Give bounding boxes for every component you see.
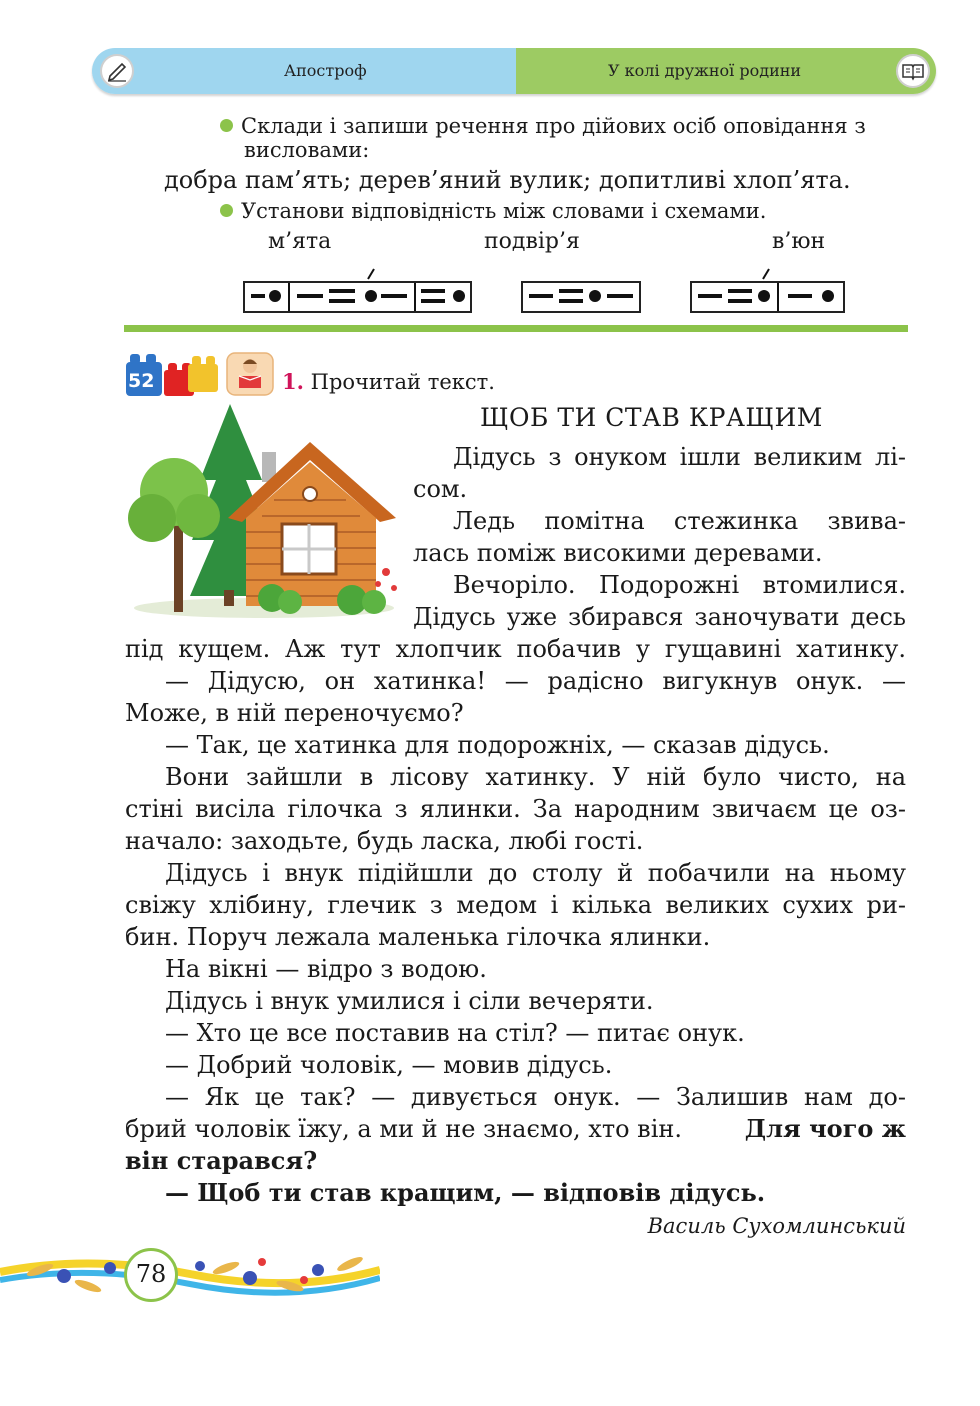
task-compose-sentences [220, 114, 866, 138]
story-line-3: Ледь помітна стежинка звива- [453, 507, 906, 535]
story-line-12: стіні висіла гілочка з ялинки. За народним звичаєм це оз- [125, 795, 906, 823]
story-line-4: лась поміж високими деревами. [413, 539, 823, 567]
page-number: 78 [135, 1260, 167, 1288]
story-line-14: Дідусь і внук підійшли до столу й побачили на ньому [165, 859, 906, 887]
story-line-20: — Добрий чоловік, — мовив дідусь. [165, 1051, 613, 1079]
exercise-badge-number: 52 [128, 370, 155, 392]
bullet-icon [220, 204, 233, 217]
task-match-schemes [220, 199, 766, 223]
header-right-title: У колі дружної родини [608, 61, 802, 80]
page-header [92, 48, 936, 94]
story-line-18: Дідусь і внук умилися і сіли вечеряти. [165, 987, 654, 1015]
story-line-17: На вікні — відро з водою. [165, 955, 487, 983]
book-icon [896, 54, 930, 88]
word-1: м’ята [268, 229, 332, 254]
story-line-16: бин. Поруч лежала маленька гілочка ялинки. [125, 923, 711, 951]
word-scheme-2 [521, 281, 641, 313]
story-line-7: під кущем. Аж тут хлопчик побачив у гущавині хатинку. [125, 635, 906, 663]
story-line-23: він старався? [125, 1146, 318, 1175]
floral-ornament [0, 1240, 380, 1310]
story-line-1: Дідусь з онуком ішли великим лі- [453, 443, 906, 471]
story-line-15: свіжу хлібину, глечик з медом і кілька великих сухих ри- [125, 891, 906, 919]
task-text: Установи відповідність між словами і схемами. [241, 199, 767, 223]
story-line-10: — Так, це хатинка для подорожніх, — сказав дідусь. [165, 731, 830, 759]
task-prompt [282, 369, 495, 394]
story-line-19: — Хто це все поставив на стіл? — питає онук. [165, 1019, 745, 1047]
word-2: подвір’я [484, 229, 580, 254]
story-line-13: начало: заходьте, будь ласка, любі гості. [125, 827, 644, 855]
stress-mark-3 [760, 268, 772, 280]
story-title: ЩОБ ТИ СТАВ КРАЩИМ [480, 403, 823, 432]
stress-mark-1 [365, 268, 377, 280]
pen-icon [100, 54, 134, 88]
story-line-22-bold: Для чого ж [744, 1114, 906, 1143]
phrases-line: добра пам’ять; дерев’яний вулик; допитливі хлоп’ята. [164, 166, 851, 194]
story-line-2: сом. [413, 475, 468, 503]
story-line-9: Може, в ній переночуємо? [125, 699, 464, 727]
story-line-22-regular: брий чоловік їжу, а ми й не знаємо, хто він. [125, 1115, 682, 1143]
reading-child-icon [226, 352, 274, 396]
header-left-title: Апостроф [284, 61, 367, 80]
task-compose-sentences-cont: висловами: [244, 138, 370, 162]
task-number: 1. [282, 369, 304, 394]
story-line-24: — Щоб ти став кращим, — відповів дідусь. [165, 1178, 766, 1207]
story-author: Василь Сухомлинський [647, 1214, 906, 1238]
story-line-21: — Як це так? — дивується онук. — Залишив нам до- [165, 1083, 906, 1111]
story-line-22 [125, 1113, 906, 1145]
forest-house-illustration [124, 400, 408, 622]
word-scheme-3 [690, 281, 845, 313]
task-text: Склади і запиши речення про дійових осіб оповідання з [241, 114, 866, 138]
bullet-icon [220, 119, 233, 132]
word-scheme-1 [243, 281, 472, 313]
story-line-11: Вони зайшли в лісову хатинку. У ній було чисто, на [165, 763, 906, 791]
section-divider [124, 325, 908, 332]
story-line-8: — Дідусю, он хатинка! — радісно вигукнув онук. — [165, 667, 906, 695]
story-line-5: Вечоріло. Подорожні втомилися. [453, 571, 906, 599]
story-line-6: Дідусь уже збирався заночувати десь [413, 603, 906, 631]
word-3: в’юн [772, 229, 826, 254]
task-instruction: Прочитай текст. [310, 370, 495, 394]
